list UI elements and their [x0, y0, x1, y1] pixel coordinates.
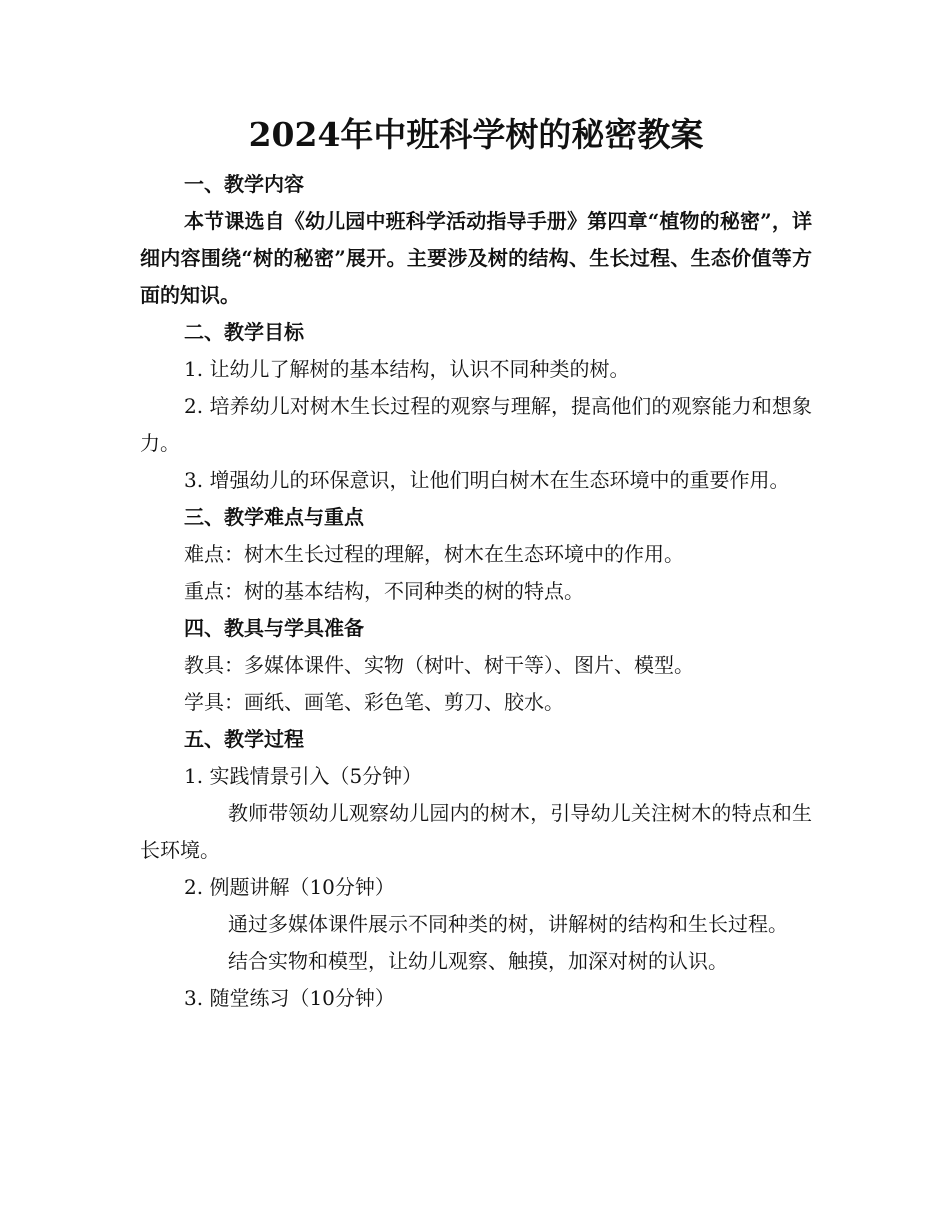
- goal-item-1: 1. 让幼儿了解树的基本结构，认识不同种类的树。: [184, 357, 630, 381]
- section-heading-materials: 四、教具与学具准备: [184, 616, 364, 640]
- document-page: [140, 106, 812, 1017]
- process-step-2-text-2: 结合实物和模型，让幼儿观察、触摸，加深对树的认识。: [228, 949, 728, 973]
- process-step-1-title: 1. 实践情景引入（5分钟）: [184, 764, 423, 788]
- student-materials-line: 学具：画纸、画笔、彩色笔、剪刀、胶水。: [184, 690, 564, 714]
- section-heading-process: 五、教学过程: [184, 727, 304, 751]
- section-heading-content: 一、教学内容: [184, 172, 304, 196]
- process-step-3-title: 3. 随堂练习（10分钟）: [184, 986, 395, 1010]
- section-heading-key-points: 三、教学难点与重点: [184, 505, 364, 529]
- process-step-2-text-1: 通过多媒体课件展示不同种类的树，讲解树的结构和生长过程。: [228, 912, 788, 936]
- difficulty-line: 难点：树木生长过程的理解，树木在生态环境中的作用。: [184, 542, 684, 566]
- process-step-2-title: 2. 例题讲解（10分钟）: [184, 875, 395, 899]
- section-heading-goals: 二、教学目标: [184, 320, 304, 344]
- goal-item-3: 3. 增强幼儿的环保意识，让他们明白树木在生态环境中的重要作用。: [184, 468, 790, 492]
- focus-line: 重点：树的基本结构，不同种类的树的特点。: [184, 579, 584, 603]
- content-paragraph: 本节课选自《幼儿园中班科学活动指导手册》第四章“植物的秘密”，详细内容围绕“树的秘密”展开。主要涉及树的结构、生长过程、生态价值等方面的知识。: [140, 209, 812, 307]
- document-title: 2024年中班科学树的秘密教案: [248, 115, 704, 154]
- goal-item-2: 2. 培养幼儿对树木生长过程的观察与理解，提高他们的观察能力和想象力。: [140, 394, 812, 455]
- process-step-1-text: 教师带领幼儿观察幼儿园内的树木，引导幼儿关注树木的特点和生长环境。: [140, 801, 812, 862]
- teacher-materials-line: 教具：多媒体课件、实物（树叶、树干等）、图片、模型。: [184, 653, 694, 677]
